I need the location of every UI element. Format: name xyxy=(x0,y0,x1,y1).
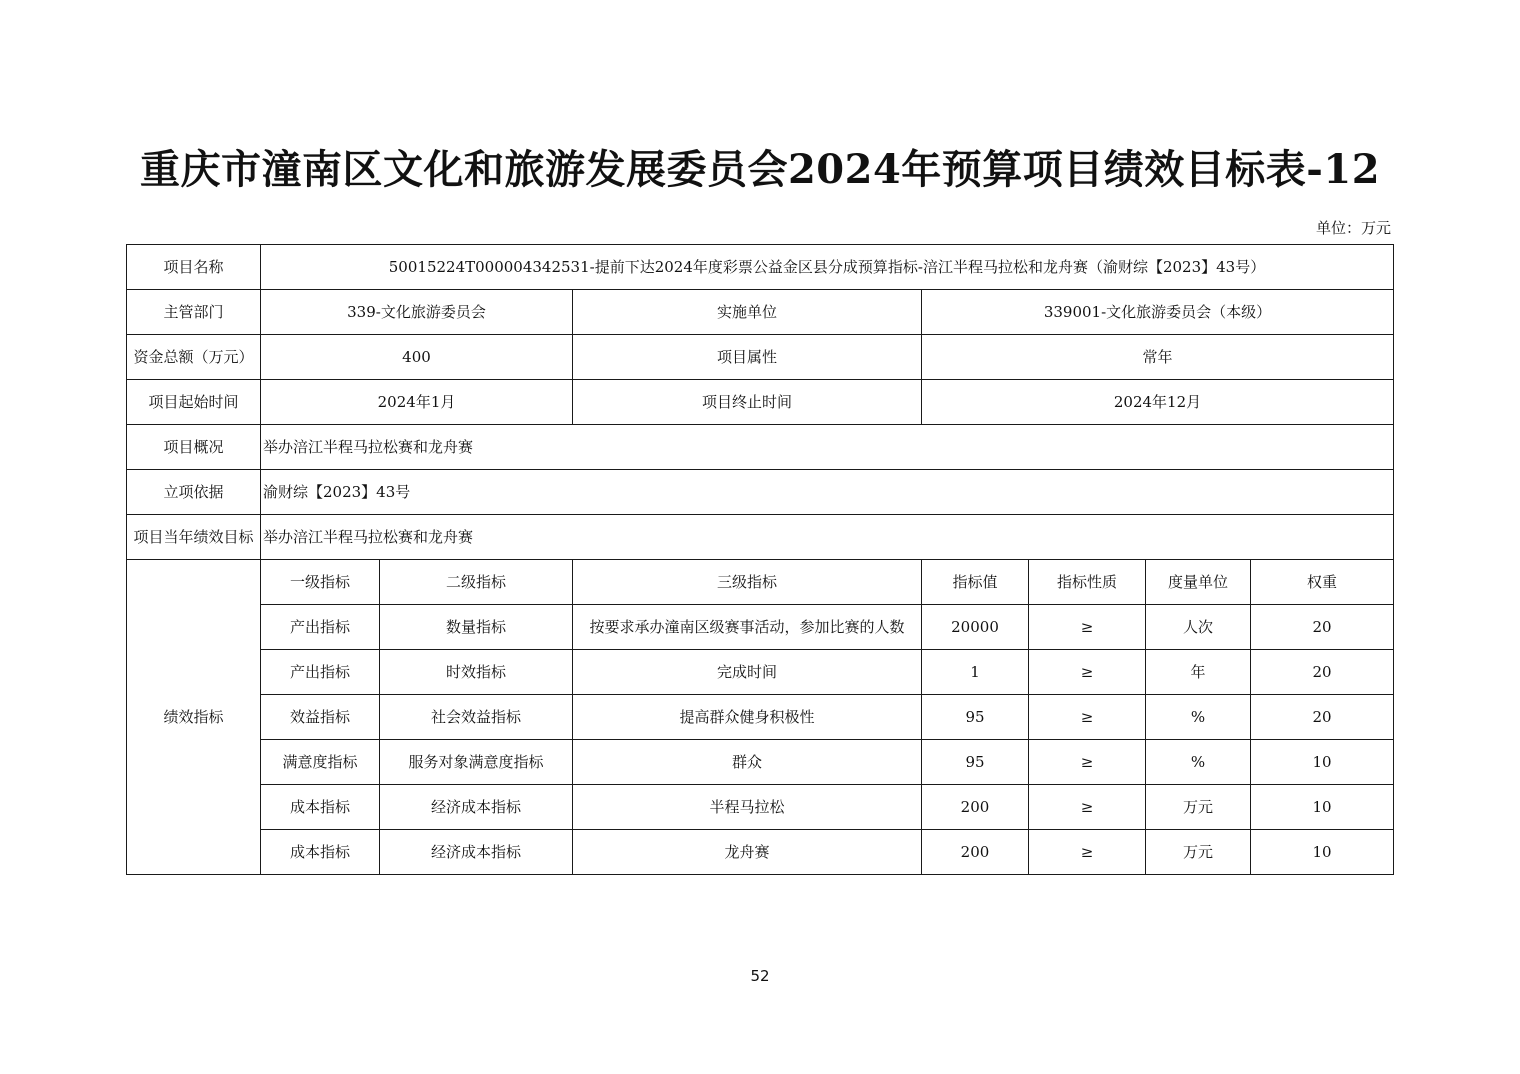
attr-value: 常年 xyxy=(922,335,1394,380)
level1-cell: 成本指标 xyxy=(261,785,380,830)
value-cell: 20000 xyxy=(922,605,1029,650)
unit-cell: % xyxy=(1146,695,1251,740)
weight-cell: 20 xyxy=(1251,605,1394,650)
header-unit: 度量单位 xyxy=(1146,560,1251,605)
nature-cell: ≥ xyxy=(1029,650,1146,695)
level3-cell: 龙舟赛 xyxy=(573,830,922,875)
level1-cell: 成本指标 xyxy=(261,830,380,875)
basis-label: 立项依据 xyxy=(127,470,261,515)
end-value: 2024年12月 xyxy=(922,380,1394,425)
row-basis xyxy=(127,470,1394,515)
unit-cell: 人次 xyxy=(1146,605,1251,650)
funds-label: 资金总额（万元） xyxy=(127,335,261,380)
goal-value: 举办涪江半程马拉松赛和龙舟赛 xyxy=(261,515,1394,560)
value-cell: 1 xyxy=(922,650,1029,695)
goal-label: 项目当年绩效目标 xyxy=(127,515,261,560)
weight-cell: 10 xyxy=(1251,740,1394,785)
level3-cell: 群众 xyxy=(573,740,922,785)
level3-cell: 提高群众健身积极性 xyxy=(573,695,922,740)
level1-cell: 产出指标 xyxy=(261,605,380,650)
nature-cell: ≥ xyxy=(1029,830,1146,875)
start-label: 项目起始时间 xyxy=(127,380,261,425)
basis-value: 渝财综【2023】43号 xyxy=(261,470,1394,515)
table-row xyxy=(127,830,1394,875)
page-title: 重庆市潼南区文化和旅游发展委员会2024年预算项目绩效目标表-12 xyxy=(139,146,1381,193)
attr-label: 项目属性 xyxy=(573,335,922,380)
level2-cell: 数量指标 xyxy=(380,605,573,650)
header-weight: 权重 xyxy=(1251,560,1394,605)
table-row xyxy=(127,740,1394,785)
nature-cell: ≥ xyxy=(1029,785,1146,830)
row-dates xyxy=(127,380,1394,425)
row-overview xyxy=(127,425,1394,470)
header-level3: 三级指标 xyxy=(573,560,922,605)
unit-note: 单位：万元 xyxy=(1315,219,1391,237)
weight-cell: 20 xyxy=(1251,650,1394,695)
end-label: 项目终止时间 xyxy=(573,380,922,425)
impl-value: 339001-文化旅游委员会（本级） xyxy=(922,290,1394,335)
table-row xyxy=(127,695,1394,740)
impl-label: 实施单位 xyxy=(573,290,922,335)
dept-value: 339-文化旅游委员会 xyxy=(261,290,573,335)
level3-cell: 半程马拉松 xyxy=(573,785,922,830)
level2-cell: 服务对象满意度指标 xyxy=(380,740,573,785)
row-goal xyxy=(127,515,1394,560)
row-project-name xyxy=(127,245,1394,290)
value-cell: 200 xyxy=(922,785,1029,830)
nature-cell: ≥ xyxy=(1029,740,1146,785)
table-row xyxy=(127,650,1394,695)
table-row xyxy=(127,785,1394,830)
unit-cell: 万元 xyxy=(1146,785,1251,830)
value-cell: 95 xyxy=(922,740,1029,785)
nature-cell: ≥ xyxy=(1029,695,1146,740)
dept-label: 主管部门 xyxy=(127,290,261,335)
level2-cell: 经济成本指标 xyxy=(380,830,573,875)
level3-cell: 按要求承办潼南区级赛事活动，参加比赛的人数 xyxy=(573,605,922,650)
funds-value: 400 xyxy=(261,335,573,380)
level1-cell: 满意度指标 xyxy=(261,740,380,785)
row-funds xyxy=(127,335,1394,380)
performance-table xyxy=(126,244,1394,875)
unit-cell: 万元 xyxy=(1146,830,1251,875)
row-department xyxy=(127,290,1394,335)
weight-cell: 10 xyxy=(1251,830,1394,875)
indicators-section-label: 绩效指标 xyxy=(127,560,261,875)
header-value: 指标值 xyxy=(922,560,1029,605)
unit-cell: % xyxy=(1146,740,1251,785)
level2-cell: 经济成本指标 xyxy=(380,785,573,830)
overview-value: 举办涪江半程马拉松赛和龙舟赛 xyxy=(261,425,1394,470)
start-value: 2024年1月 xyxy=(261,380,573,425)
project-name-value: 50015224T000004342531-提前下达2024年度彩票公益金区县分成预算指标-涪江半程马拉松和龙舟赛（渝财综【2023】43号） xyxy=(261,245,1394,290)
level1-cell: 产出指标 xyxy=(261,650,380,695)
indicator-header-row xyxy=(127,560,1394,605)
header-level2: 二级指标 xyxy=(380,560,573,605)
project-name-label: 项目名称 xyxy=(127,245,261,290)
value-cell: 95 xyxy=(922,695,1029,740)
level2-cell: 社会效益指标 xyxy=(380,695,573,740)
weight-cell: 20 xyxy=(1251,695,1394,740)
level3-cell: 完成时间 xyxy=(573,650,922,695)
value-cell: 200 xyxy=(922,830,1029,875)
unit-cell: 年 xyxy=(1146,650,1251,695)
level1-cell: 效益指标 xyxy=(261,695,380,740)
nature-cell: ≥ xyxy=(1029,605,1146,650)
table-row xyxy=(127,605,1394,650)
page-number: 52 xyxy=(750,967,770,985)
header-nature: 指标性质 xyxy=(1029,560,1146,605)
level2-cell: 时效指标 xyxy=(380,650,573,695)
header-level1: 一级指标 xyxy=(261,560,380,605)
overview-label: 项目概况 xyxy=(127,425,261,470)
weight-cell: 10 xyxy=(1251,785,1394,830)
